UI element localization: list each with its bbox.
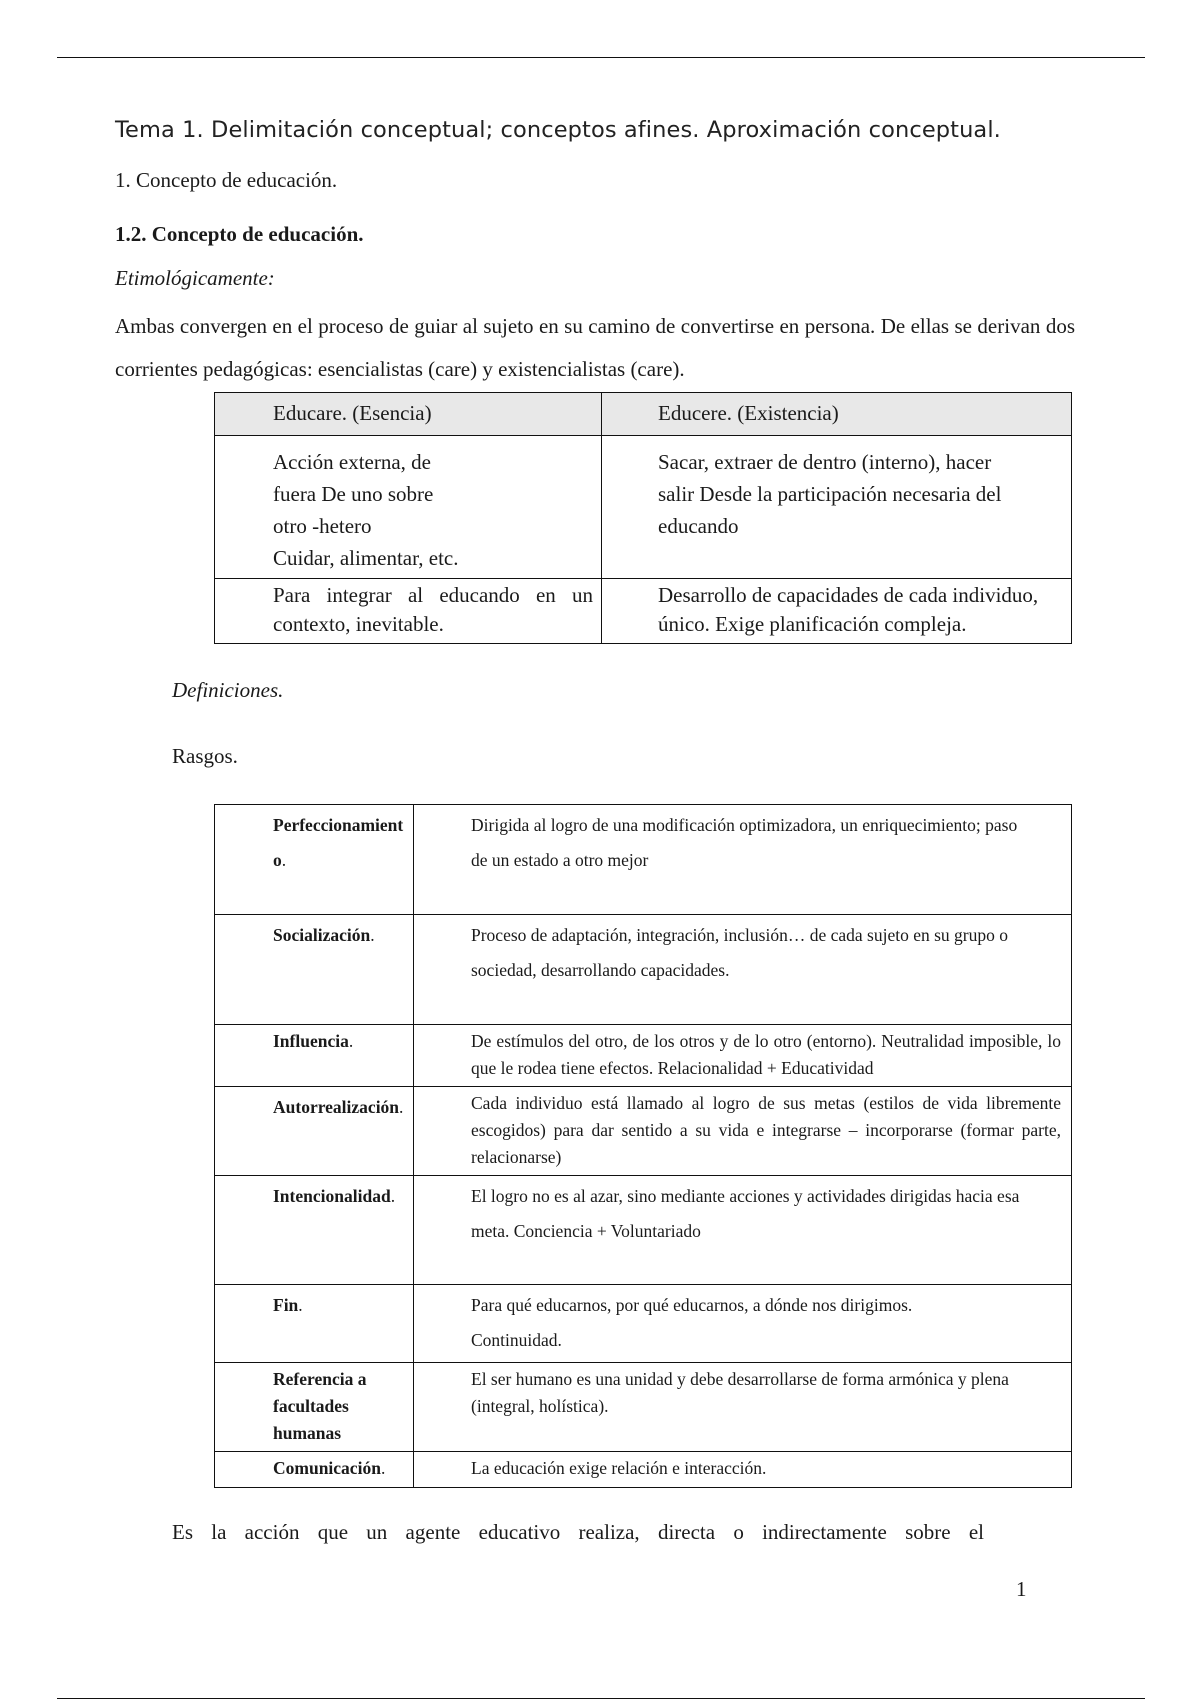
cell-line: Para integrar al educando en un	[273, 583, 593, 607]
rasgo-key	[215, 915, 413, 957]
rasgo-key	[215, 1452, 413, 1486]
table-row	[215, 1025, 1072, 1087]
rasgo-key-text: Comunicación	[273, 1458, 381, 1478]
rasgo-key-text: Referencia a facultades humanas	[273, 1369, 367, 1443]
table-header-row	[215, 393, 1072, 436]
table-cell	[602, 436, 1072, 579]
table-row	[215, 805, 1072, 915]
cell-line: Sacar, extraer de dentro (interno), hacer	[658, 450, 992, 474]
table-header-cell	[602, 393, 1072, 436]
rasgo-key-text: Perfeccionamiento	[273, 815, 404, 870]
rasgo-key-cell	[215, 1363, 414, 1452]
educare-educere-table	[214, 392, 1072, 644]
cell-line: otro -hetero	[273, 514, 372, 538]
rasgo-desc	[414, 915, 1071, 992]
rasgo-key-dot: .	[348, 1031, 354, 1051]
cell-line: salir Desde la participación necesaria del	[658, 482, 1002, 506]
rasgo-desc	[414, 1176, 1071, 1253]
table-cell	[215, 436, 602, 579]
rasgo-desc-cell	[414, 1025, 1072, 1087]
cell-line: fuera De uno sobre	[273, 482, 434, 506]
rasgo-key-dot: .	[390, 1186, 396, 1206]
table-row	[215, 915, 1072, 1025]
rasgo-desc: Cada individuo está llamado al logro de sus metas (estilos de vida libremente escogidos) para dar sentido a su vida e integrarse – incorporarse (formar parte, relacionarse)	[471, 1093, 1061, 1167]
rasgo-key-cell	[215, 1025, 414, 1087]
desc-line: Continuidad.	[471, 1330, 562, 1350]
cell-line: Cuidar, alimentar, etc.	[273, 546, 459, 570]
desc-line: meta. Conciencia + Voluntariado	[471, 1221, 701, 1241]
rasgo-desc-cell	[414, 915, 1072, 1025]
rasgo-key-cell	[215, 1087, 414, 1176]
rasgos-label: Rasgos.	[172, 744, 238, 768]
rasgo-key	[215, 1363, 413, 1451]
header-educere: Educere. (Existencia)	[658, 401, 839, 425]
footer-rule	[57, 1698, 1145, 1699]
table-header-cell	[215, 393, 602, 436]
rasgo-desc-cell	[414, 1176, 1072, 1285]
cell-content	[215, 436, 601, 578]
rasgo-key-text: Socialización	[273, 925, 371, 945]
rasgo-key-dot: .	[370, 925, 375, 945]
table-row	[215, 436, 1072, 579]
rasgo-key	[215, 1087, 413, 1129]
rasgo-key	[215, 805, 413, 882]
definiciones-label: Definiciones.	[172, 678, 284, 702]
rasgos-table	[214, 804, 1072, 1488]
cell-line: Desarrollo de capacidades de cada individuo,	[658, 583, 1039, 607]
rasgo-key-text: Influencia	[273, 1031, 349, 1051]
rasgo-key-dot: .	[298, 1295, 303, 1315]
rasgo-desc-cell	[414, 1363, 1072, 1452]
rasgo-key-text: Intencionalidad	[273, 1186, 391, 1206]
table-row	[215, 1087, 1072, 1176]
desc-line: sociedad, desarrollando capacidades.	[471, 960, 730, 980]
table-row	[215, 1363, 1072, 1452]
rasgo-key-cell	[215, 805, 414, 915]
bottom-paragraph: Es la acción que un agente educativo realiza, directa o indirectamente sobre el	[172, 1520, 984, 1544]
rasgo-desc: De estímulos del otro, de los otros y de lo otro (entorno). Neutralidad imposible, lo que le rodea tiene efectos. Relacionalidad + Educatividad	[471, 1031, 1061, 1078]
rasgo-key	[215, 1176, 413, 1218]
rasgo-key-cell	[215, 1176, 414, 1285]
desc-line: Para qué educarnos, por qué educarnos, a dónde nos dirigimos.	[471, 1295, 913, 1315]
page-number: 1	[1016, 1577, 1027, 1601]
table-row	[215, 1285, 1072, 1363]
rasgo-desc-cell	[414, 1285, 1072, 1363]
rasgo-key-text: Autorrealización	[273, 1097, 400, 1117]
rasgo-key-dot: .	[380, 1458, 386, 1478]
rasgo-key-cell	[215, 915, 414, 1025]
rasgo-desc-cell	[414, 1452, 1072, 1488]
table-cell	[602, 579, 1072, 644]
table-row	[215, 1176, 1072, 1285]
cell-content	[602, 436, 1071, 546]
cell-line: Acción externa, de	[273, 450, 432, 474]
desc-line: de un estado a otro mejor	[471, 850, 649, 870]
cell-line: educando	[658, 514, 739, 538]
rasgo-desc: La educación exige relación e interacción.	[471, 1458, 767, 1478]
document-title: Tema 1. Delimitación conceptual; conceptos afines. Aproximación conceptual.	[115, 117, 1001, 143]
cell-line: único. Exige planificación compleja.	[658, 612, 967, 636]
rasgo-key-dot: .	[281, 850, 287, 870]
rasgo-desc: El ser humano es una unidad y debe desarrollarse de forma armónica y plena (integral, holística).	[471, 1369, 1009, 1416]
header-educare: Educare. (Esencia)	[273, 401, 432, 425]
rasgo-desc-cell	[414, 805, 1072, 915]
desc-line: El logro no es al azar, sino mediante acciones y actividades dirigidas hacia esa	[471, 1186, 1020, 1206]
desc-line: Dirigida al logro de una modificación optimizadora, un enriquecimiento; paso	[471, 815, 1018, 835]
rasgo-key	[215, 1285, 413, 1327]
table-row	[215, 1452, 1072, 1488]
rasgo-desc	[414, 805, 1071, 882]
table-cell	[215, 579, 602, 644]
rasgo-desc-cell	[414, 1087, 1072, 1176]
rasgo-desc	[414, 1285, 1071, 1362]
cell-content	[215, 579, 601, 643]
intro-paragraph: Ambas convergen en el proceso de guiar al sujeto en su camino de convertirse en persona. De ellas se derivan dos corrientes pedagógicas: esencialistas (care) y existencialistas (care).	[115, 314, 1075, 381]
section-heading-1: 1. Concepto de educación.	[115, 168, 338, 192]
rasgo-key-dot: .	[399, 1097, 404, 1117]
rasgo-key-text: Fin	[273, 1295, 299, 1315]
header-rule	[57, 57, 1145, 58]
rasgo-key-cell	[215, 1452, 414, 1488]
desc-line: Proceso de adaptación, integración, inclusión… de cada sujeto en su grupo o	[471, 925, 1008, 945]
cell-content	[602, 579, 1071, 643]
rasgo-key	[215, 1025, 413, 1059]
section-heading-1-2: 1.2. Concepto de educación.	[115, 222, 364, 246]
cell-line: contexto, inevitable.	[273, 612, 444, 636]
rasgo-key-cell	[215, 1285, 414, 1363]
etimologicamente-label: Etimológicamente:	[115, 266, 275, 290]
table-row	[215, 579, 1072, 644]
